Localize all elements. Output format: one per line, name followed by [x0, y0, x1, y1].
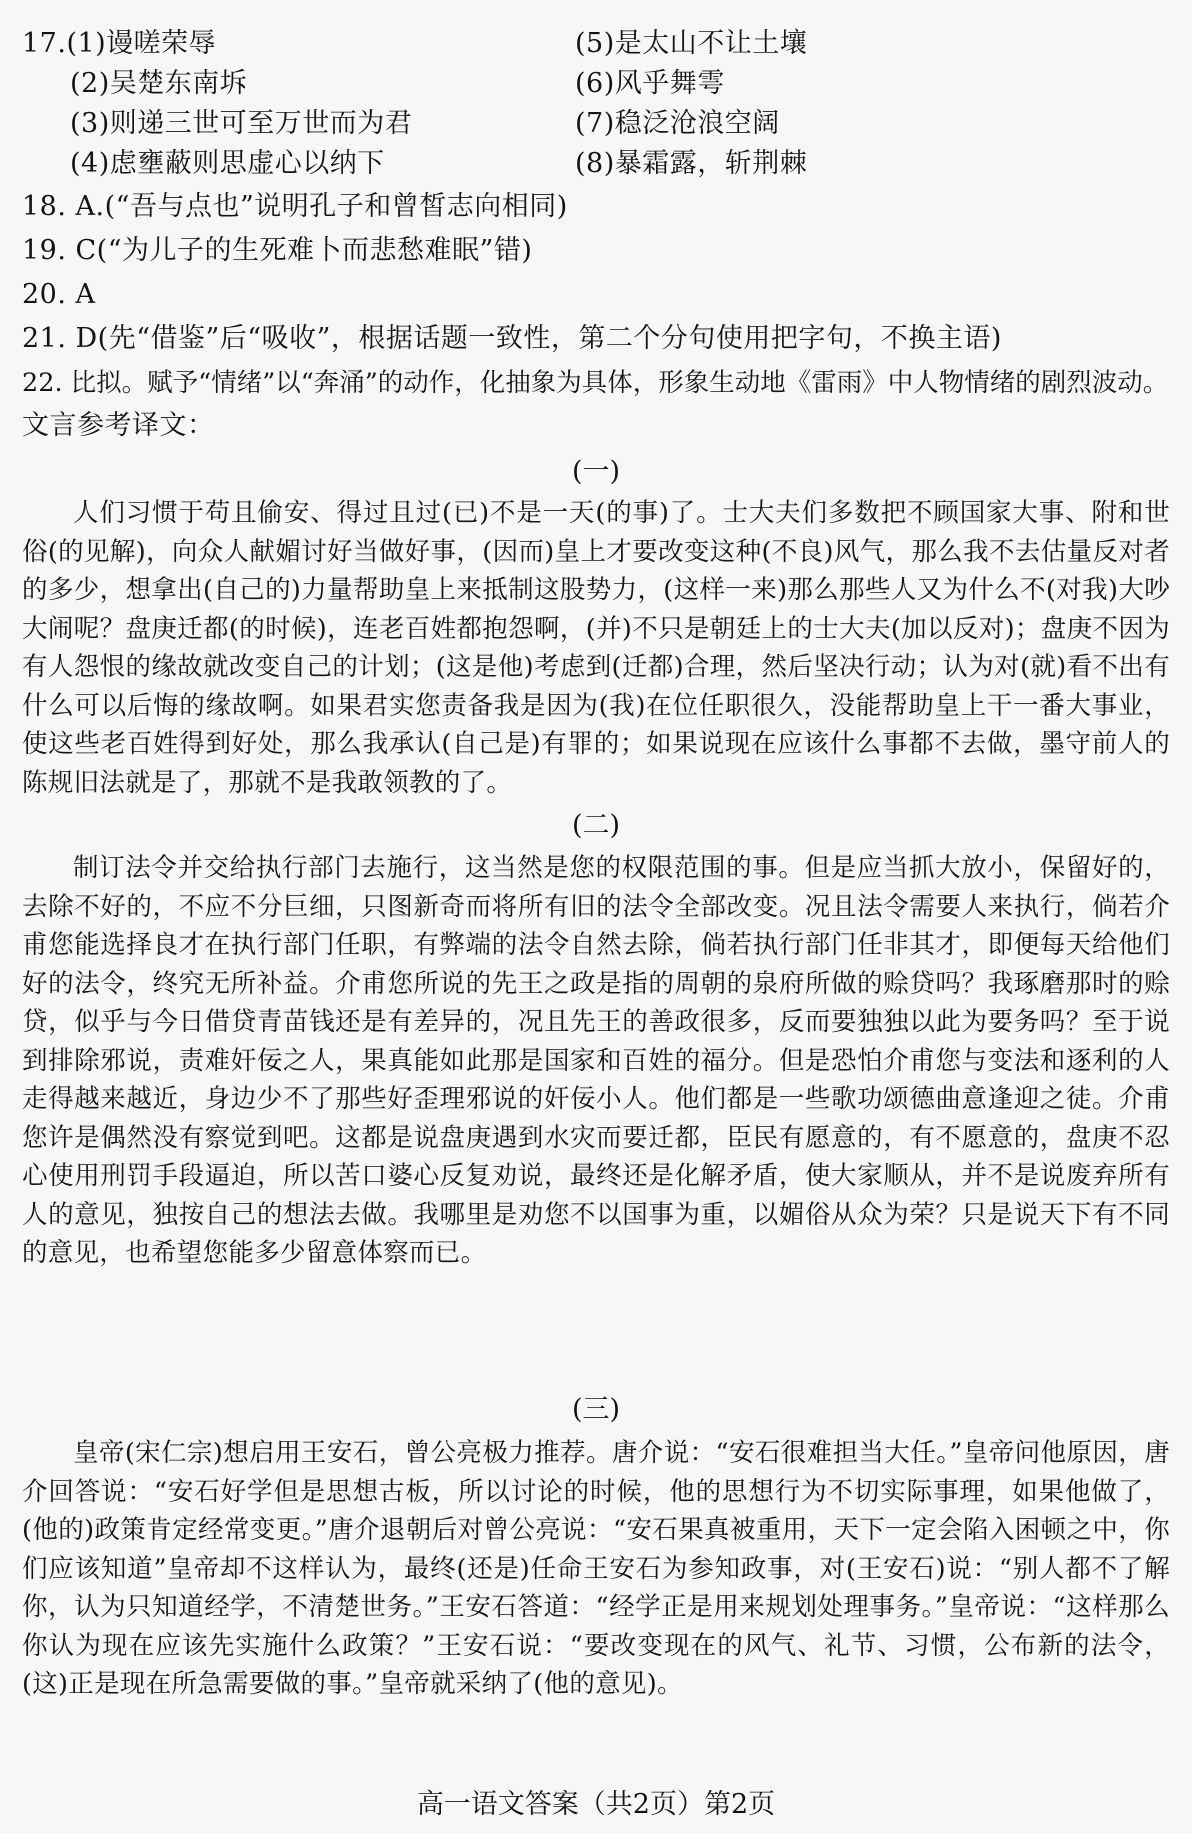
q17-item-4: (4)虑壅蔽则思虚心以纳下: [70, 148, 385, 179]
q17-item-8: (8)暴霜露，斩荆棘: [575, 148, 808, 179]
section-text-3: 皇帝(宋仁宗)想启用王安石，曾公亮极力推荐。唐介说：“安石很难担当大任。”皇帝问他原因，唐介回答说：“安石好学但是思想古板，所以讨论的时候，他的思想行为不切实际事理，如果他做了，(他的)政策肯定经常变更。”唐介退朝后对曾公亮说：“安石果真被重用，天下一定会陷入困顿之中，你们应该知道”皇帝却不这样认为，最终(还是)任命王安石为参知政事，对(王安石)说：“别人都不了解你，认为只知道经学，不清楚世务。”王安石答道：“经学正是用来规划处理事务。”皇帝说：“这样那么你认为现在应该先实施什么政策？”王安石说：“要改变现在的风气、礼节、习惯，公布新的法令，(这)正是现在所急需要做的事。”皇帝就采纳了(他的意见)。: [22, 1438, 1170, 1699]
section-text-2: 制订法令并交给执行部门去施行，这当然是您的权限范围的事。但是应当抓大放小，保留好的，去除不好的，不应不分巨细，只图新奇而将所有旧的法令全部改变。况且法令需要人来执行，倘若介甫您能选择良才在执行部门任职，有弊端的法令自然去除，倘若执行部门任非其才，即便每天给他们好的法令，终究无所补益。介甫您所说的先王之政是指的周朝的泉府所做的赊贷吗？我琢磨那时的赊贷，似乎与今日借贷青苗钱还是有差异的，况且先王的善政很多，反而要独独以此为要务吗？至于说到排除邪说，责难奸佞之人，果真能如此那是国家和百姓的福分。但是恐怕介甫您与变法和逐利的人走得越来越近，身边少不了那些好歪理邪说的奸佞小人。他们都是一些歌功颂德曲意逢迎之徒。介甫您许是偶然没有察觉到吧。这都是说盘庚遇到水灾而要迁都，臣民有愿意的，有不愿意的，盘庚不忍心使用刑罚手段逼迫，所以苦口婆心反复劝说，最终还是化解矛盾，使大家顺从，并不是说废弃所有人的意见，独按自己的想法去做。我哪里是劝您不以国事为重，以媚俗从众为荣？只是说天下有不同的意见，也希望您能多少留意体察而已。: [22, 853, 1170, 1268]
q22-answer: 22. 比拟。赋予“情绪”以“奔涌”的动作，化抽象为具体，形象生动地《雷雨》中人物情绪的剧烈波动。: [22, 368, 1169, 398]
section-text-1: 人们习惯于苟且偷安、得过且过(已)不是一天(的事)了。士大夫们多数把不顾国家大事、附和世俗(的见解)，向众人献媚讨好当做好事，(因而)皇上才要改变这种(不良)风气，那么我不去估量反对者的多少，想拿出(自己的)力量帮助皇上来抵制这股势力，(这样一来)那么那些人又为什么不(对我)大吵大闹呢？盘庚迁都(的时候)，连老百姓都抱怨啊，(并)不只是朝廷上的士大夫(加以反对)；盘庚不因为有人怨恨的缘故就改变自己的计划；(这是他)考虑到(迁都)合理，然后坚决行动；认为对(就)看不出有什么可以后悔的缘故啊。如果君实您责备我是因为(我)在位任职很久，没能帮助皇上干一番大事业，使这些老百姓得到好处，那么我承认(自己是)有罪的；如果说现在应该什么事都不去做，墨守前人的陈规旧法就是了，那就不是我敢领教的了。: [22, 498, 1170, 798]
q17-item-6: (6)风乎舞雩: [575, 68, 725, 99]
q17-item-3: (3)则递三世可至万世而为君: [70, 108, 413, 139]
section-title-2: (二): [571, 810, 621, 841]
q20-answer: 20. A: [22, 279, 96, 310]
q21-answer: 21. D(先“借鉴”后“吸收”，根据话题一致性，第二个分句使用把字句，不换主语): [22, 323, 1002, 354]
q17-item-5: (5)是太山不让土壤: [575, 28, 808, 59]
q17-item-2: (2)吴楚东南坼: [70, 68, 248, 99]
translation-heading: 文言参考译文：: [22, 410, 215, 441]
q18-answer: 18. A.(“吾与点也”说明孔子和曾皙志向相同): [22, 191, 568, 222]
q17-item-7: (7)稳泛沧浪空阔: [575, 108, 780, 139]
page-footer: 高一语文答案（共2页）第2页: [416, 1789, 776, 1820]
q17-item-1: 17.(1)谩嗟荣辱: [22, 28, 217, 59]
q19-answer: 19. C(“为儿子的生死难卜而悲愁难眠”错): [22, 235, 533, 266]
section-title-1: (一): [571, 456, 621, 487]
section-title-3: (三): [571, 1394, 621, 1425]
